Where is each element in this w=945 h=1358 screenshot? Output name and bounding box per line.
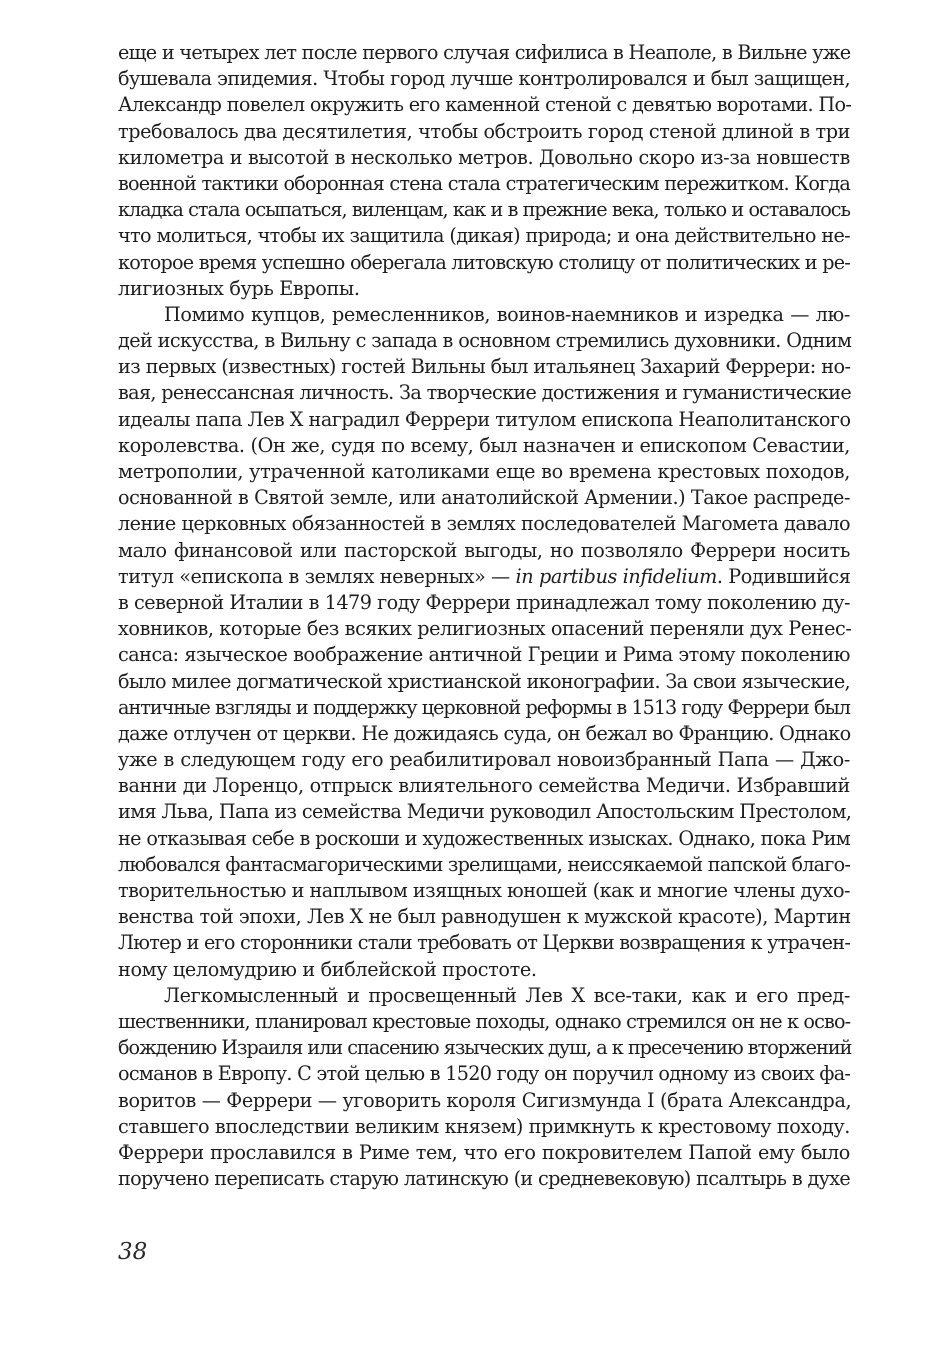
text-line: шественники, планировал крестовые походы, однако стремился он не к осво- (118, 1009, 851, 1033)
text-line: санса: языческое воображение античной Греции и Рима этому поколению (118, 643, 850, 667)
text-segment: . Родившийся (716, 564, 851, 588)
paragraph-2 (118, 302, 850, 983)
text-line: даже отлучен от церкви. Не дожидаясь суда, он бежал во Францию. Однако (118, 721, 851, 745)
text-line: не отказывая себе в роскоши и художественных изысках. Однако, пока Рим (118, 826, 850, 850)
text-line: еще и четырех лет после первого случая сифилиса в Неаполе, в Вильне уже (118, 41, 851, 64)
text-line: ставшего впоследствии великим князем) примкнуть к крестовому походу. (118, 1114, 850, 1138)
text-line: бушевала эпидемия. Чтобы город лучше контролировался и был защищен, (118, 67, 850, 91)
text-line: Легкомысленный и просвещенный Лев X все-таки, как и его пред- (164, 983, 850, 1007)
text-line: королевства. (Он же, судя по всему, был назначен и епископом Севастии, (118, 433, 850, 457)
text-line: ному целомудрию и библейской простоте. (118, 957, 537, 981)
text-line: метрополии, утраченной католиками еще во времена крестовых походов, (118, 460, 850, 483)
latin-phrase: in partibus infidelium (515, 564, 717, 588)
text-line: бождению Израиля или спасению языческих душ, а к пресечению вторжений (118, 1036, 852, 1060)
text-line: мало финансовой или пасторской выгоды, но позволяло Феррери носить (118, 538, 850, 562)
text-line: имя Льва, Папа из семейства Медичи руководил Апостольским Престолом, (118, 800, 852, 824)
text-segment: титул «епископа в землях неверных» — (118, 564, 516, 588)
text-line: требовалось два десятилетия, чтобы обстроить город стеной длиной в три (118, 119, 850, 143)
text-line: ление церковных обязанностей в землях последователей Магомета давало (118, 512, 850, 536)
text-line: что молиться, чтобы их защитила (дикая) природа; и она действительно не- (118, 224, 850, 248)
text-line: ховников, которые без всяких религиозных опасений переняли дух Ренес- (118, 617, 852, 641)
text-line: основанной в Святой земле, или анатолийской Армении.) Такое распреде- (118, 486, 850, 510)
text-line: венства той эпохи, Лев X не был равнодушен к мужской красоте), Мартин (118, 905, 851, 929)
text-line: вая, ренессансная личность. За творческие достижения и гуманистические (118, 381, 852, 405)
text-line: творительностью и наплывом изящных юношей (как и многие члены духо- (118, 879, 850, 902)
text-line: Феррери прославился в Риме тем, что его покровителем Папой ему было (118, 1140, 850, 1164)
text-line: километра и высотой в несколько метров. Довольно скоро из-за новшеств (118, 145, 850, 169)
page-number: 38 (118, 1239, 148, 1265)
text-line: в северной Италии в 1479 году Феррери принадлежал тому поколению ду- (118, 590, 850, 614)
body-text (118, 40, 850, 1192)
text-line: воритов — Феррери — уговорить короля Сигизмунда I (брата Александра, (118, 1088, 852, 1112)
text-line: Лютер и его сторонники стали требовать от Церкви возвращения к утрачен- (118, 931, 851, 955)
paragraph-1 (118, 40, 850, 302)
text-line: лигиозных бурь Европы. (118, 276, 360, 300)
text-line: которое время успешно оберегала литовскую столицу от политических и ре- (118, 250, 850, 274)
text-line: дей искусства, в Вильну с запада в основном стремились духовники. Одним (118, 329, 852, 353)
text-line-with-italic (118, 564, 850, 590)
text-line: античные взгляды и поддержку церковной реформы в 1513 году Феррери был (118, 695, 850, 719)
text-line: из первых (известных) гостей Вильны был итальянец Захарий Феррери: но- (118, 355, 851, 379)
text-line: кладка стала осыпаться, виленцам, как и в прежние века, только и оставалось (118, 198, 850, 222)
text-line: ванни ди Лоренцо, отпрыск влиятельного семейства Медичи. Избравший (118, 774, 850, 798)
paragraph-3 (118, 983, 850, 1193)
text-line: военной тактики оборонная стена стала стратегическим пережитком. Когда (118, 171, 850, 195)
text-line: Александр повелел окружить его каменной стеной с девятью воротами. По- (118, 93, 852, 117)
text-line: уже в следующем году его реабилитировал новоизбранный Папа — Джо- (118, 748, 850, 772)
text-line: османов в Европу. С этой целью в 1520 году он поручил одному из своих фа- (118, 1062, 851, 1086)
text-line: любовался фантасмагорическими зрелищами, неиссякаемой папской благо- (118, 852, 850, 876)
text-line: было милее догматической христианской иконографии. За свои языческие, (118, 669, 850, 693)
text-line: Помимо купцов, ремесленников, воинов-наемников и изредка — лю- (164, 302, 850, 326)
text-line: поручено переписать старую латинскую (и средневековую) псалтырь в духе (118, 1167, 850, 1191)
text-line: идеалы папа Лев X наградил Феррери титулом епископа Неаполитанского (118, 407, 851, 431)
